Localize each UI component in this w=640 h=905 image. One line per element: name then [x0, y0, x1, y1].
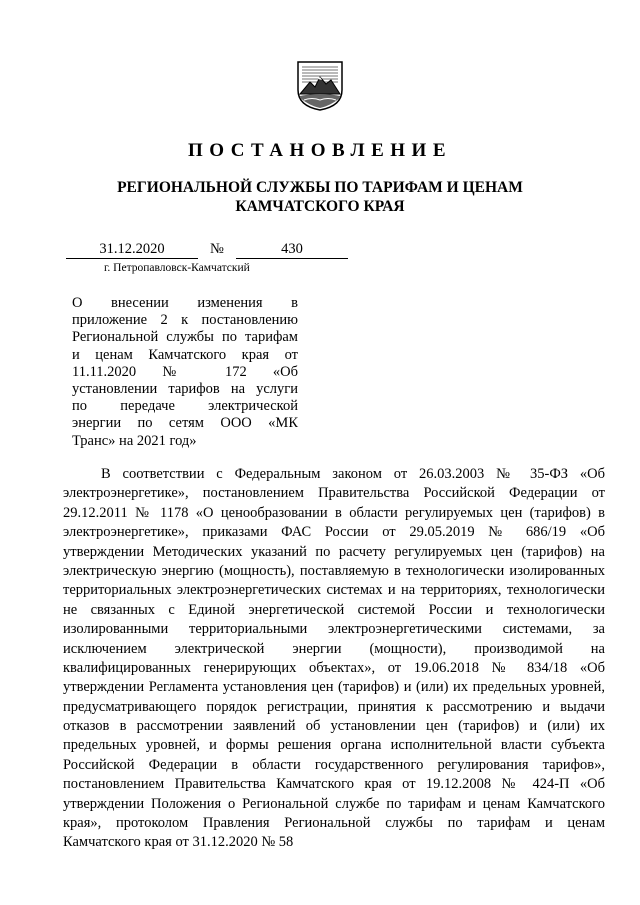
authority-line: КАМЧАТСКОГО КРАЯ [235, 198, 405, 215]
body-line: предусматривающего порядок регистрации, принятия к рассмотрению и выдачи [63, 698, 605, 715]
document-body [63, 465, 605, 853]
body-line: утверждении Положения о Региональной службе по тарифам и ценам Камчатского [63, 795, 605, 812]
subject-line: Транс» на 2021 год» [72, 432, 197, 449]
issuing-authority [0, 178, 640, 216]
body-line: исключением электрической энергии (мощности), производимой на [63, 640, 605, 657]
subject-line: Региональной службы по тарифам [72, 329, 298, 346]
body-line: постановлением Правительства Камчатского края от 19.12.2008 № 424-П «Об [63, 776, 605, 793]
document-title: ПОСТАНОВЛЕНИЕ [187, 140, 453, 161]
subject-line: и ценам Камчатского края от [72, 346, 298, 363]
body-line: отказов в рассмотрении заявлений об установлении цен (тарифов) и (или) их [63, 718, 605, 735]
document-city: г. Петропавловск-Камчатский [104, 262, 250, 274]
body-line: изолированными территориальными электроэнергетическими системами, за [63, 621, 605, 638]
authority-line: РЕГИОНАЛЬНОЙ СЛУЖБЫ ПО ТАРИФАМ И ЦЕНАМ [117, 179, 523, 196]
body-line: электроэнергетике», приказами ФАС России от 29.05.2019 № 686/19 «Об [63, 524, 605, 541]
body-line: предельных уровней, и формы решения органа исполнительной власти субъекта [63, 737, 605, 754]
document-number: 430 [236, 240, 348, 259]
subject-line: энергии по сетям ООО «МК [72, 415, 298, 432]
body-line: территориальных электроэнергетических системах и на территориях, технологически [63, 582, 605, 599]
body-line: утверждении Методических указаний по расчету регулируемых цен (тарифов) на [63, 543, 605, 560]
body-line: Российской Федерации в области государственного регулирования тарифов», [63, 756, 605, 773]
body-line: В соответствии с Федеральным законом от 26.03.2003 № 35-ФЗ «Об [101, 466, 605, 482]
body-line: Камчатского края от 31.12.2020 № 58 [63, 834, 294, 851]
number-sign: № [210, 241, 224, 257]
body-line: 29.12.2011 № 1178 «О ценообразовании в области регулируемых цен (тарифов) в [63, 504, 605, 521]
subject-line: 11.11.2020 № 172 «Об [72, 363, 298, 380]
body-line: не связанных с Единой энергетической системой России и технологически [63, 601, 605, 618]
subject-line: установлении тарифов на услуги [72, 380, 298, 397]
subject-line: по передаче электрической [72, 398, 298, 415]
body-line: утверждении Регламента установления цен (тарифов) и (или) их предельных уровней, [63, 679, 605, 696]
body-line: края», протоколом Правления Региональной службы по тарифам и ценам [63, 815, 605, 832]
kamchatka-coat-of-arms-icon [296, 60, 344, 112]
subject-line: приложение 2 к постановлению [72, 312, 298, 329]
document-subject [72, 295, 298, 450]
document-date: 31.12.2020 [66, 240, 198, 259]
body-line: электроэнергетике», постановлением Правительства Российской Федерации от [63, 485, 605, 502]
subject-line: О внесении изменения в [72, 295, 298, 311]
document-date-number [66, 240, 356, 260]
body-line: квалифицированных генерирующих объектах», от 19.06.2018 № 834/18 «Об [63, 659, 605, 676]
body-line: электрическую энергию (мощность), поставляемую в технологически изолированных [63, 562, 605, 579]
